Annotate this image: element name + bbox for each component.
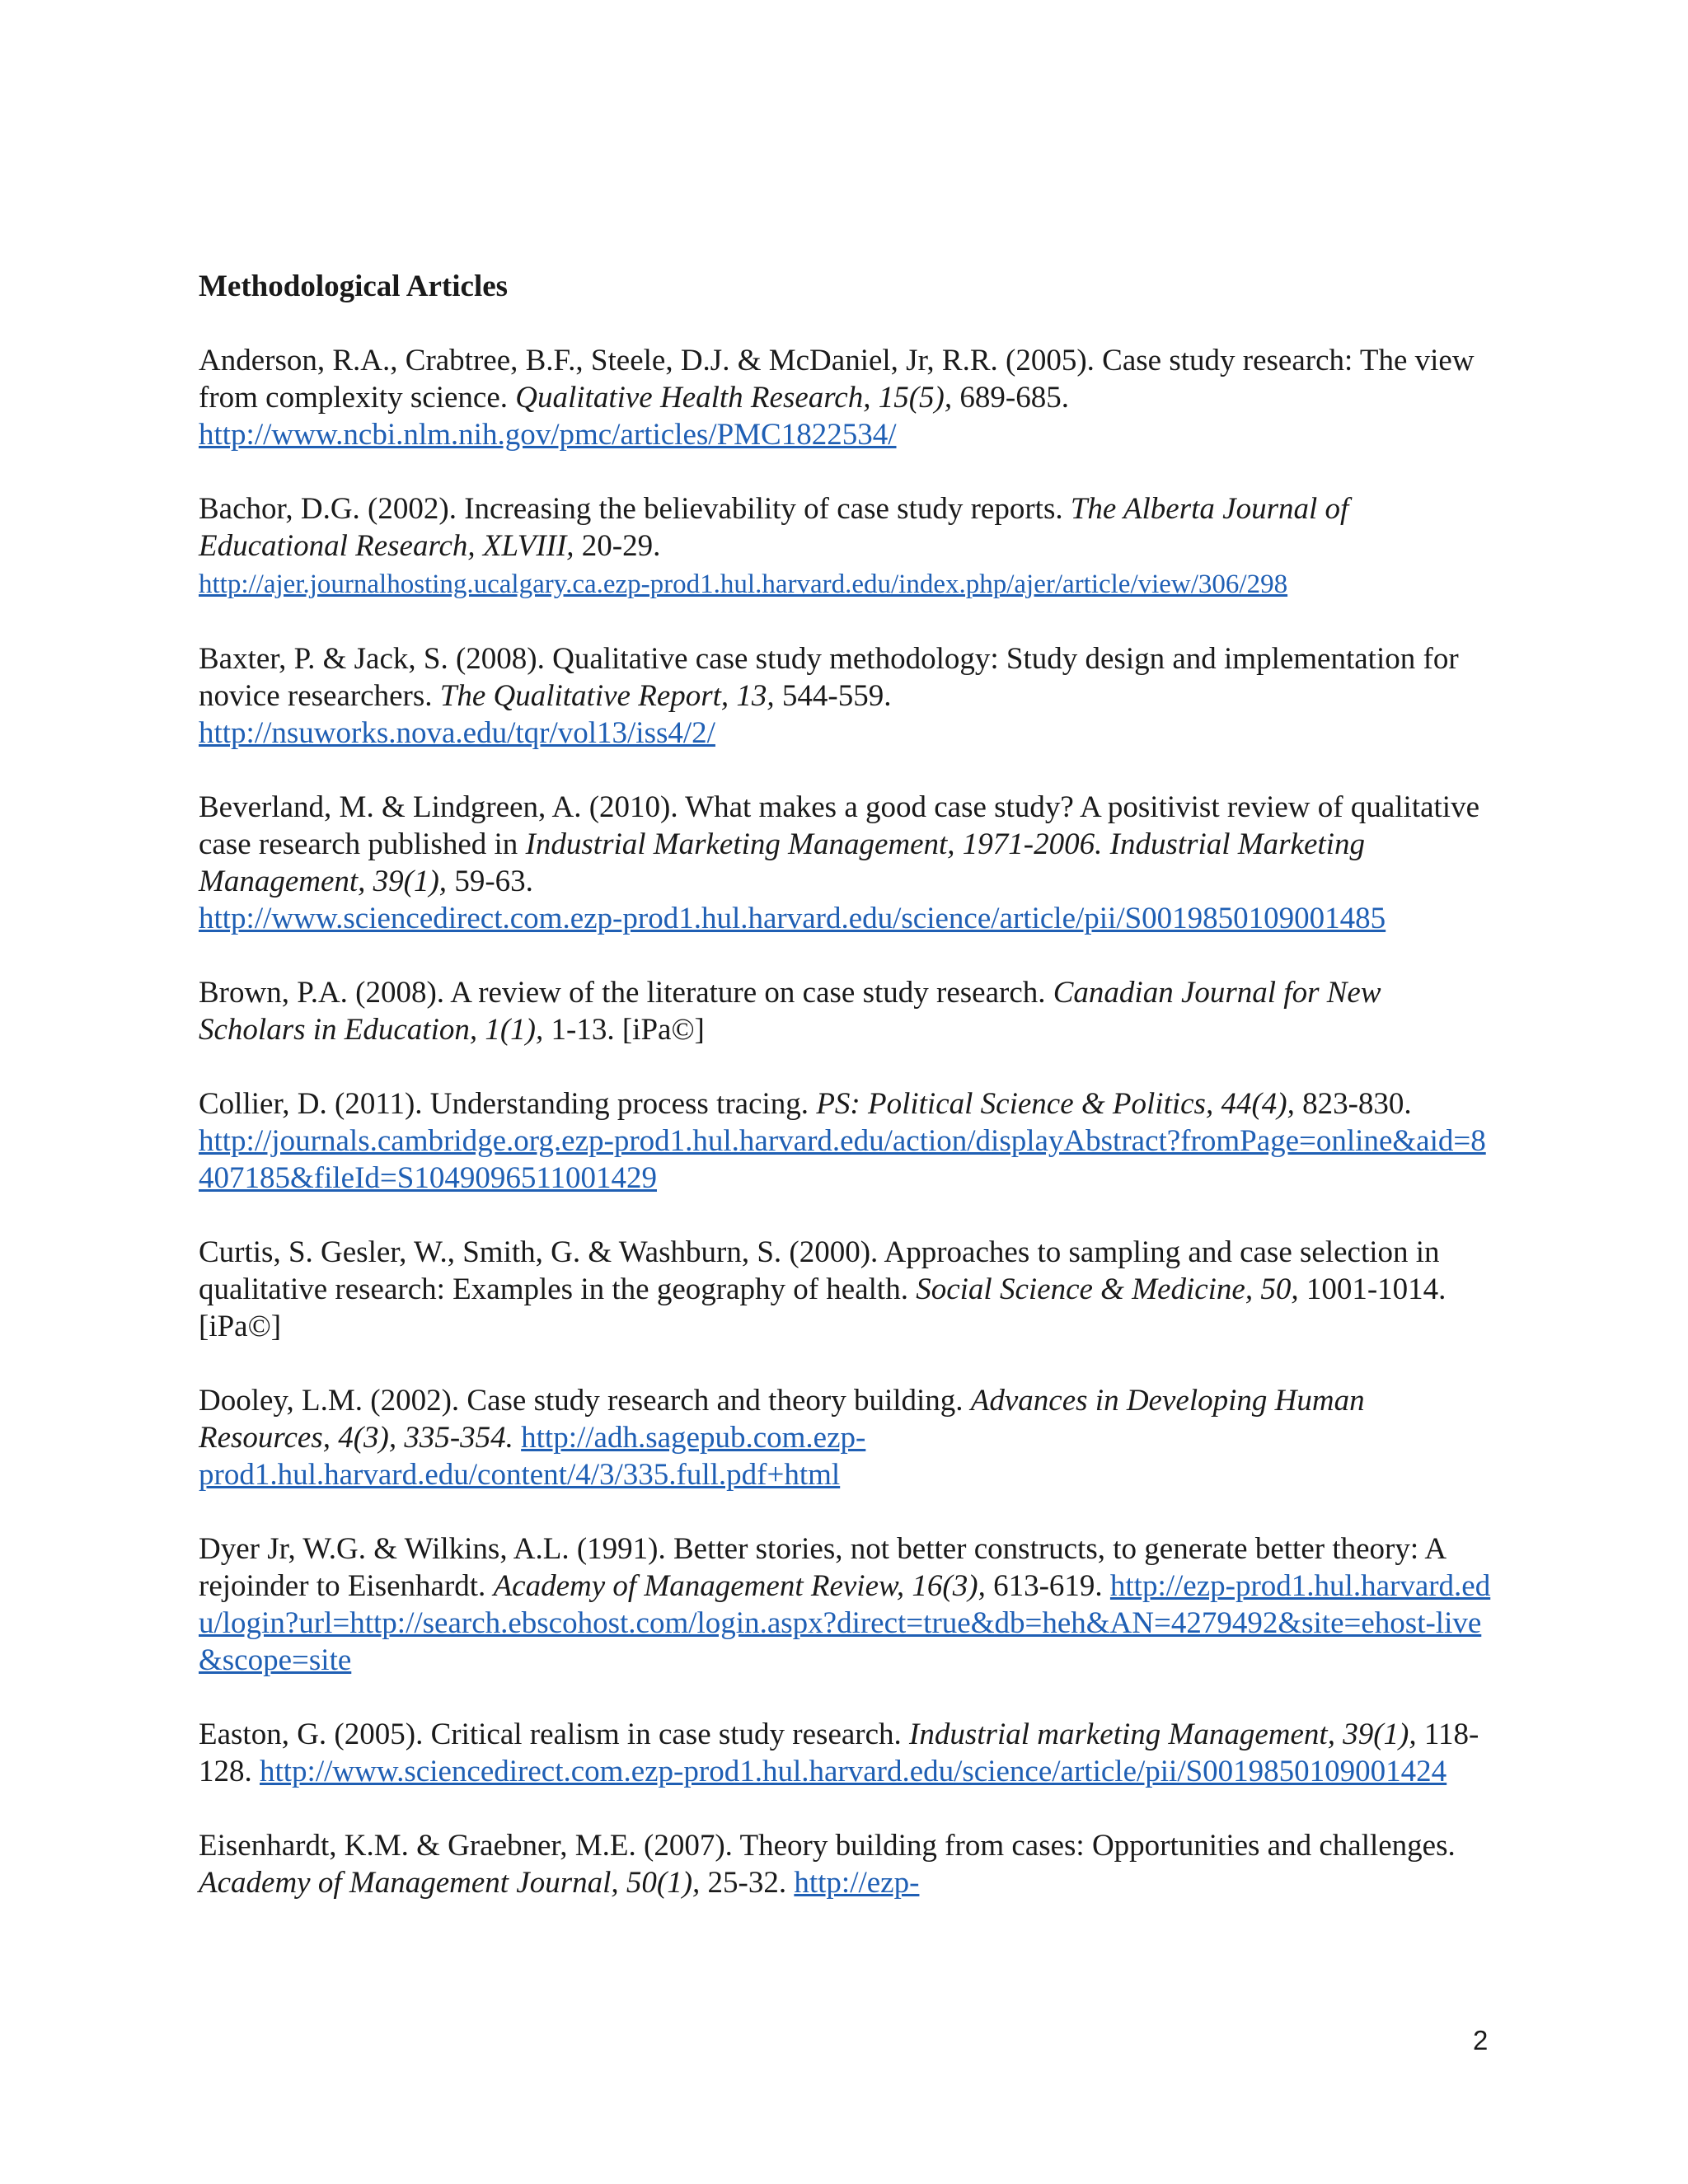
- reference-pages: 1001-1014. [iPa©]: [199, 1272, 1447, 1343]
- reference-text: Bachor, D.G. (2002). Increasing the believability of case study reports.: [199, 492, 1071, 526]
- reference-link[interactable]: http://www.ncbi.nlm.nih.gov/pmc/articles/PMC1822534/: [199, 418, 897, 452]
- reference-text: Dyer Jr, W.G. & Wilkins, A.L. (1991). Better stories, not better constructs, to generate better theory: A rejoinder to Eisenhardt.: [199, 1532, 1446, 1603]
- reference-pages: 1-13. [iPa©]: [543, 1013, 705, 1047]
- reference-text: Beverland, M. & Lindgreen, A. (2010). What makes a good case study? A positivist review of qualitative case research published in: [199, 790, 1479, 861]
- reference-entry: [199, 1716, 1493, 1790]
- journal-title: Industrial Marketing Management, 1971-2006. Industrial Marketing Management, 39(1),: [199, 827, 1365, 898]
- reference-entry: [199, 1827, 1493, 1901]
- reference-link[interactable]: http://ezp-prod1.hul.harvard.edu/login?url=http://search.ebscohost.com/login.aspx?direct=true&db=heh&AN=4279492&site=ehost-live&scope=site: [199, 1569, 1491, 1677]
- reference-text: Anderson, R.A., Crabtree, B.F., Steele, D.J. & McDaniel, Jr, R.R. (2005). Case study research: The view from complexity science.: [199, 344, 1475, 415]
- reference-link[interactable]: http://www.sciencedirect.com.ezp-prod1.hul.harvard.edu/science/article/pii/S0019850109001424: [260, 1755, 1447, 1788]
- journal-title: Academy of Management Review, 16(3),: [493, 1569, 986, 1603]
- reference-entry: [199, 1530, 1493, 1679]
- reference-list: [199, 268, 1493, 1901]
- reference-text: Eisenhardt, K.M. & Graebner, M.E. (2007). Theory building from cases: Opportunities and challenges.: [199, 1829, 1456, 1863]
- reference-text: Dooley, L.M. (2002). Case study research and theory building.: [199, 1384, 971, 1418]
- reference-entry: [199, 640, 1493, 752]
- reference-text: Easton, G. (2005). Critical realism in case study research.: [199, 1718, 910, 1751]
- reference-pages: 613-619.: [985, 1569, 1110, 1603]
- reference-pages: 20-29.: [574, 529, 661, 563]
- reference-entry: [199, 974, 1493, 1048]
- reference-link[interactable]: http://adh.sagepub.com.ezp-prod1.hul.harvard.edu/content/4/3/335.full.pdf+html: [199, 1421, 866, 1492]
- journal-title: Qualitative Health Research, 15(5),: [515, 381, 953, 415]
- reference-entry: [199, 1234, 1493, 1345]
- reference-text: Brown, P.A. (2008). A review of the literature on case study research.: [199, 976, 1053, 1010]
- reference-text: Collier, D. (2011). Understanding process tracing.: [199, 1087, 817, 1121]
- reference-pages: 59-63.: [447, 865, 533, 898]
- reference-link[interactable]: http://nsuworks.nova.edu/tqr/vol13/iss4/2/: [199, 716, 715, 750]
- reference-pages: 25-32.: [700, 1866, 795, 1900]
- journal-title: PS: Political Science & Politics, 44(4),: [816, 1087, 1295, 1121]
- reference-link[interactable]: http://journals.cambridge.org.ezp-prod1.hul.harvard.edu/action/displayAbstract?fromPage=online&aid=8407185&fileId=S1049096511001429: [199, 1124, 1486, 1195]
- reference-pages: 118-128.: [199, 1718, 1479, 1788]
- journal-title: Industrial marketing Management, 39(1),: [909, 1718, 1417, 1751]
- journal-title: Canadian Journal for New Scholars in Education, 1(1),: [199, 976, 1381, 1047]
- reference-pages: 689-685.: [952, 381, 1069, 415]
- reference-link[interactable]: http://www.sciencedirect.com.ezp-prod1.hul.harvard.edu/science/article/pii/S0019850109001485: [199, 902, 1386, 935]
- journal-title: Social Science & Medicine, 50,: [916, 1272, 1299, 1306]
- reference-text: Curtis, S. Gesler, W., Smith, G. & Washburn, S. (2000). Approaches to sampling and case selection in qualitative research: Examples in the geography of health.: [199, 1235, 1440, 1306]
- reference-entry: [199, 490, 1493, 603]
- reference-text: Baxter, P. & Jack, S. (2008). Qualitative case study methodology: Study design and implementation for novice researchers.: [199, 642, 1459, 713]
- reference-link[interactable]: http://ezp-: [794, 1866, 920, 1900]
- reference-link[interactable]: http://ajer.journalhosting.ucalgary.ca.ezp-prod1.hul.harvard.edu/index.php/ajer/article/view/306/298: [199, 569, 1288, 599]
- reference-entry: [199, 1382, 1493, 1493]
- reference-entry: [199, 789, 1493, 937]
- reference-pages: 823-830.: [1294, 1087, 1412, 1121]
- journal-title: Academy of Management Journal, 50(1),: [199, 1866, 701, 1900]
- section-heading: Methodological Articles: [199, 269, 509, 303]
- reference-pages: [513, 1421, 521, 1455]
- journal-title: Advances in Developing Human Resources, 4(3), 335-354.: [199, 1384, 1365, 1455]
- journal-title: The Qualitative Report, 13,: [439, 679, 775, 713]
- reference-entry: [199, 1085, 1493, 1197]
- reference-pages: 544-559.: [774, 679, 892, 713]
- page-number: 2: [1473, 2025, 1489, 2055]
- reference-entry: [199, 342, 1493, 453]
- journal-title: The Alberta Journal of Educational Research, XLVIII,: [199, 492, 1349, 563]
